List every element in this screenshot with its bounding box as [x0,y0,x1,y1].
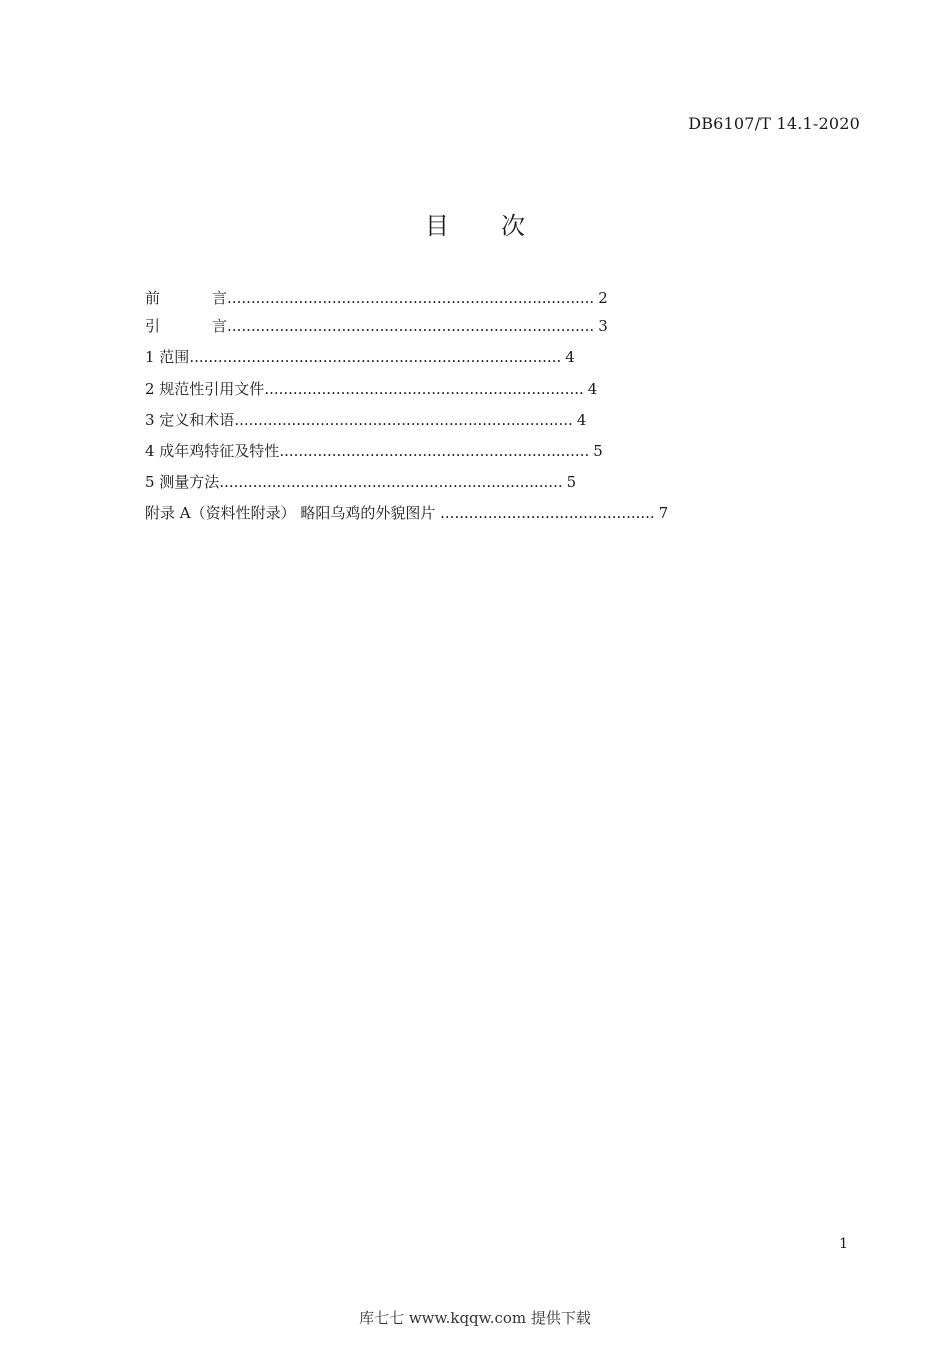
toc-leader: ............................................................................. [227,317,595,335]
document-id: DB6107/T 14.1-2020 [688,114,860,133]
toc-entry-label: 1 范围 [145,348,190,366]
toc-leader: ............................................................................. [227,289,595,307]
toc-entry-label-a: 前 [145,289,161,307]
toc-entry-foreword[interactable] [145,287,608,309]
toc-entry-adult-chicken-characteristics[interactable] [145,440,603,462]
toc-entry-definitions[interactable] [145,409,586,431]
toc-title-left: 目 [425,212,449,240]
toc-title [0,206,950,241]
footer-download-note: 库七七 www.kqqw.com 提供下载 [359,1309,591,1327]
page-number: 1 [839,1236,848,1252]
toc-page-number: 2 [598,289,608,307]
toc-leader: ............................................. [440,504,655,522]
toc-entry-label: 附录 A（资料性附录） 略阳乌鸡的外貌图片 [145,504,441,522]
toc-entry-measurement-methods[interactable] [145,471,576,493]
toc-entry-appendix-a[interactable] [145,502,668,524]
toc-leader: ........................................................................ [219,473,563,491]
toc-entry-label-a: 引 [145,317,161,335]
toc-page-number: 4 [587,380,598,398]
toc-page-number: 3 [598,317,608,335]
toc-entry-label-b: 言 [212,317,228,335]
toc-title-right: 次 [501,212,525,240]
toc-page-number: 5 [593,442,603,460]
toc-entry-label: 2 规范性引用文件 [145,380,265,398]
toc-entry-introduction[interactable] [145,315,608,337]
toc-entry-label: 4 成年鸡特征及特性 [145,442,280,460]
toc-page-number: 4 [565,348,575,366]
toc-page-number: 5 [566,473,577,491]
toc-entry-label: 3 定义和术语 [145,411,235,429]
toc-leader: ....................................................................... [234,411,573,429]
toc-page-number: 7 [658,504,669,522]
toc-entry-label: 5 测量方法 [145,473,220,491]
toc-entry-normative-references[interactable] [145,378,597,400]
toc-leader: .............................................................................. [189,348,562,366]
toc-leader: ................................................................... [264,380,584,398]
toc-entry-label-b: 言 [212,289,228,307]
toc-entry-scope[interactable] [145,346,575,368]
toc-leader: ................................................................. [279,442,590,460]
toc-page-number: 4 [576,411,587,429]
